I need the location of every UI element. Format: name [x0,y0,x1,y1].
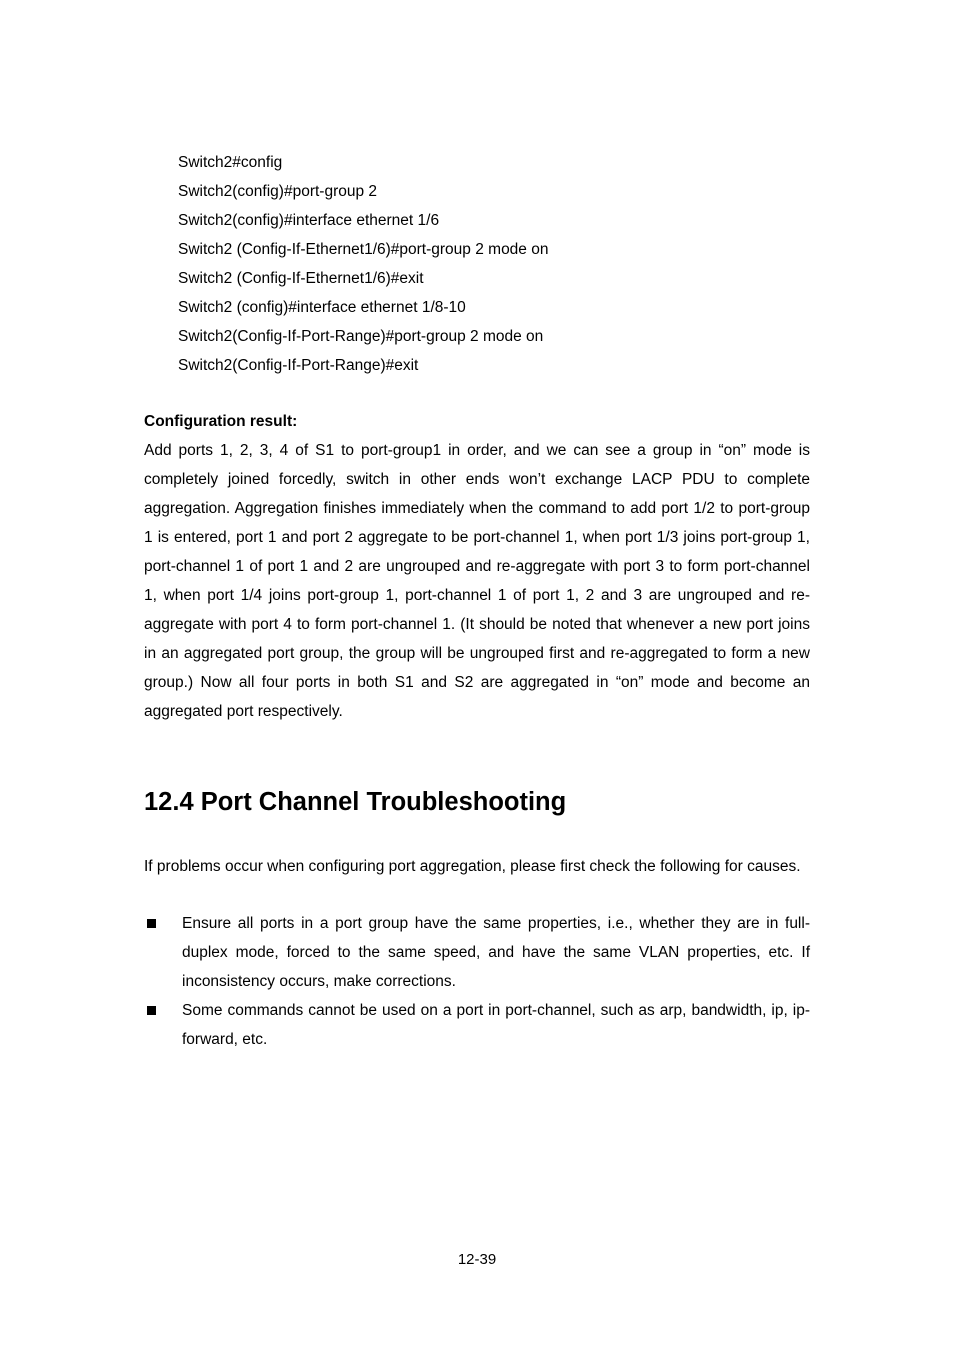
list-item-text: Ensure all ports in a port group have the same properties, i.e., whether they are in full-duplex mode, forced to the same speed, and have the same VLAN properties, etc. If inconsistency occurs, make corrections. [182,915,810,990]
troubleshooting-bullet-list [144,909,810,1054]
cli-command-line: Switch2 (config)#interface ethernet 1/8-10 [178,299,466,316]
configuration-result-label: Configuration result: [144,413,298,430]
list-item-text: Some commands cannot be used on a port in port-channel, such as arp, bandwidth, ip, ip-forward, etc. [182,1002,810,1048]
troubleshooting-intro-paragraph: If problems occur when configuring port aggregation, please first check the following for causes. [144,858,801,875]
page-number: 12-39 [457,1251,497,1268]
cli-command-block [178,148,818,380]
square-bullet-icon [147,1006,156,1015]
cli-command-line: Switch2(Config-If-Port-Range)#port-group 2 mode on [178,328,544,345]
cli-command-line: Switch2(config)#port-group 2 [178,183,378,200]
cli-command-line: Switch2 (Config-If-Ethernet1/6)#port-group 2 mode on [178,241,549,258]
list-item [144,996,810,1054]
cli-command-line: Switch2(Config-If-Port-Range)#exit [178,357,419,374]
cli-command-line: Switch2 (Config-If-Ethernet1/6)#exit [178,270,424,287]
cli-command-line: Switch2#config [178,154,283,171]
section-heading: 12.4 Port Channel Troubleshooting [144,788,567,816]
cli-command-line: Switch2(config)#interface ethernet 1/6 [178,212,440,229]
configuration-result-paragraph: Add ports 1, 2, 3, 4 of S1 to port-group1 in order, and we can see a group in “on” mode is completely joined forcedly, switch in other ends won’t exchange LACP PDU to complete aggregation. Aggregation finishes immediately when the command to add port 1/2 to port-group 1 is entered, port 1 and port 2 aggregate to be port-channel 1, when port 1/3 joins port-group 1, port-channel 1 of port 1 and 2 are ungrouped and re-aggregate with port 3 to form port-channel 1, when port 1/4 joins port-group 1, port-channel 1 of port 1, 2 and 3 are ungrouped and re-aggregate with port 4 to form port-channel 1. (It should be noted that whenever a new port joins in an aggregated port group, the group will be ungrouped first and re-aggregated to form a new group.) Now all four ports in both S1 and S2 are aggregated in “on” mode and become an aggregated port respectively. [144,442,810,720]
list-item [144,909,810,996]
square-bullet-icon [147,919,156,928]
